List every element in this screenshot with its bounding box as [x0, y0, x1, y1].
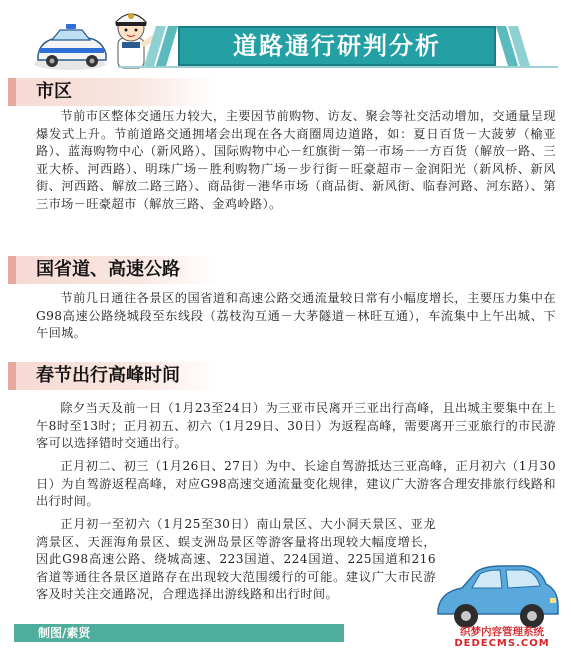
section-paragraph-peak-3: 正月初一至初六（1月25至30日）南山景区、大小洞天景区、亚龙湾景区、天涯海角景区、蜈支洲岛景区等游客量将出现较大幅度增长，因此G98高速公路、绕城高速、223国道、224国道、225国道和216省道等通往各景区道路存在出现较大范围缓行的可能。建议广大市民游客及时关注交通路况，合理选择出游线路和出行时间。 — [36, 517, 436, 602]
page-title: 道路通行研判分析 — [233, 32, 441, 60]
watermark-line-1: 织梦内容管理系统 — [460, 626, 544, 638]
section-paragraph-highways: 节前几日通往各景区的国省道和高速公路交通流量较日常有小幅度增长，主要压力集中在G98高速公路绕城段至东线段（荔枝沟互通－大茅隧道－林旺互通），车流集中上午出城、下午回城。 — [36, 291, 556, 341]
header-stripes-right-icon — [496, 26, 556, 66]
section-paragraph-urban: 节前市区整体交通压力较大，主要因节前购物、访友、聚会等社交活动增加，交通量呈现爆发式上升。节前道路交通拥堵会出现在各大商圈周边道路，如：夏日百货－大菠萝（榆亚路）、蓝海购物中心（新风路）、国际购物中心－红旗街－第一市场－一方百货（解放一路、三亚大桥、河西路）、明珠广场－胜利购物广场－步行街－旺豪超市－金润阳光（新风桥、新风街、河西路、解放二路三路）、商品街－港华市场（商品街、新风街、临春河路、河东路）、第三市场－旺豪超市（解放三路、金鸡岭路）。 — [36, 109, 556, 211]
section-title-highways: 国省道、高速公路 — [8, 256, 218, 284]
header-divider — [118, 66, 558, 68]
watermark — [436, 626, 568, 652]
blue-car-icon — [432, 562, 562, 632]
footer-credit: 制图/素贤 — [38, 626, 91, 640]
section-title-peak-times: 春节出行高峰时间 — [8, 362, 218, 390]
section-paragraph-peak-2: 正月初二、初三（1月26日、27日）为中、长途自驾游抵达三亚高峰，正月初六（1月30日）为自驾游返程高峰，对应G98高速交通流量变化规律，建议广大游客合理安排旅行线路和出行时间。 — [36, 459, 556, 509]
section-title-urban: 市区 — [8, 78, 218, 106]
watermark-line-2: DEDECMS.COM — [454, 638, 550, 649]
section-paragraph-peak-1: 除夕当天及前一日（1月23至24日）为三亚市民离开三亚出行高峰，且出城主要集中在上午8时至13时；正月初五、初六（1月29日、30日）为返程高峰，需要离开三亚旅行的市民游客可以选择错时交通出行。 — [36, 401, 556, 451]
header-stripes-left-icon — [118, 26, 178, 66]
